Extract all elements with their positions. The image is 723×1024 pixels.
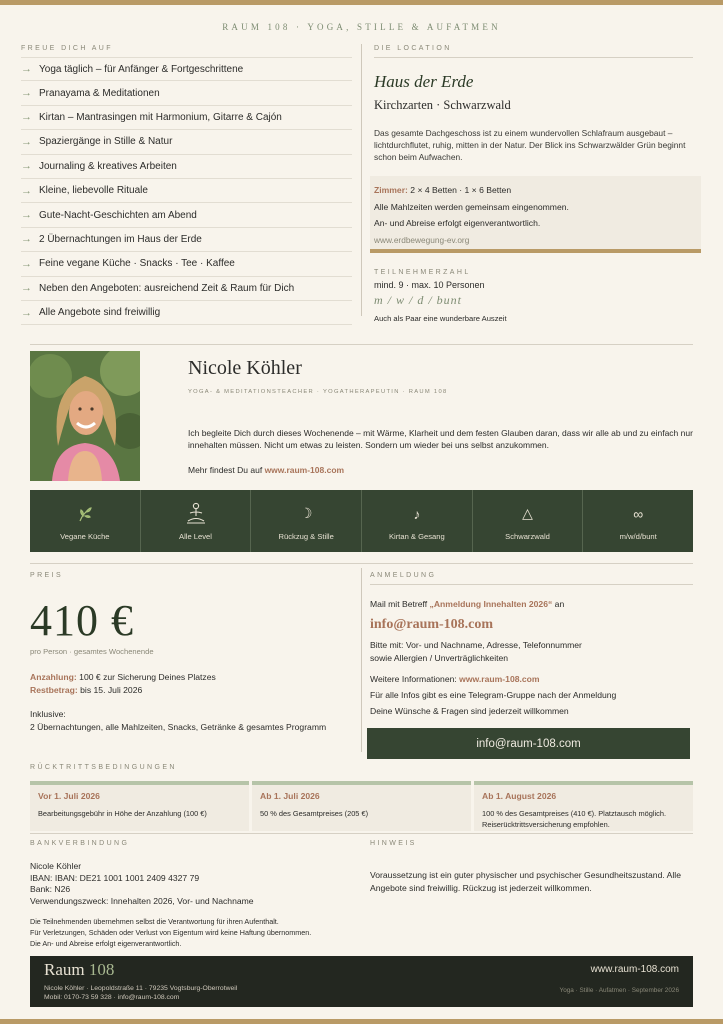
arrow-right-icon: → xyxy=(21,306,32,319)
cancellation-date: Vor 1. Juli 2026 xyxy=(38,791,100,801)
more-info xyxy=(370,671,693,719)
deposit-line xyxy=(30,671,350,684)
registration-label: ANMELDUNG xyxy=(370,572,437,579)
bank-reference: Verwendungszweck: Innehalten 2026, Vor- und Nachname xyxy=(30,895,254,906)
footer-address-block xyxy=(44,984,237,1002)
rooms-label: Zimmer: xyxy=(374,185,408,195)
list-item xyxy=(21,106,352,130)
location-website-link[interactable]: www.erdbewegung-ev.org xyxy=(374,234,470,245)
inclusive-label: Inklusive: xyxy=(30,709,66,719)
feature-item xyxy=(251,490,362,552)
profile-tagline: YOGA- & MEDITATIONSTEACHER · YOGATHERAPEUTIN · RAUM 108 xyxy=(188,389,448,395)
list-item-label: Spaziergänge in Stille & Natur xyxy=(39,136,173,148)
infinity-icon: ∞ xyxy=(633,505,644,522)
balance-value: bis 15. Juli 2026 xyxy=(80,684,143,695)
bank-iban: IBAN: IBAN: DE21 1001 1001 2409 4327 79 xyxy=(30,872,200,883)
travel-info: An- und Abreise erfolgt eigenverantwortlich. xyxy=(374,218,541,228)
participants-count: mind. 9 · max. 10 Personen xyxy=(374,280,485,290)
list-item-label: Kirtan – Mantrasingen mit Harmonium, Gitarre & Cajón xyxy=(39,111,282,123)
cancellation-date: Ab 1. August 2026 xyxy=(482,791,557,801)
deposit-label: Anzahlung: xyxy=(30,672,77,682)
disclaimer-line3: Die An- und Abreise erfolgt eigenverantwortlich. xyxy=(30,939,182,948)
cancellation-column xyxy=(30,781,249,831)
divider xyxy=(30,833,693,834)
list-item xyxy=(21,81,352,105)
participants-note: Auch als Paar eine wunderbare Auszeit xyxy=(374,314,507,323)
footer-brand xyxy=(44,960,114,980)
registration-section xyxy=(370,572,693,759)
list-item-label: Journaling & kreatives Arbeiten xyxy=(39,160,177,172)
price-amount: 410 € xyxy=(30,596,134,645)
divider xyxy=(30,563,693,564)
profile-more-prefix: Mehr findest Du auf xyxy=(188,465,263,475)
bank-name: Bank: N26 xyxy=(30,884,71,894)
feature-label: Rückzug & Stille xyxy=(278,531,334,541)
inclusive-info xyxy=(30,708,350,733)
moon-icon: ☽ xyxy=(299,505,313,521)
meditation-icon xyxy=(185,502,207,526)
bank-details xyxy=(30,861,360,907)
feature-bar xyxy=(30,490,693,552)
location-name: Haus der Erde xyxy=(374,72,474,91)
location-description: Das gesamte Dachgeschoss ist zu einem wundervollen Schlafraum ausgebaut – lichtdurchflutet, ruhig, mitten in der Natur. Der Blick ins Schwarzwälder Grün beginnt schon beim Aufwachen. xyxy=(374,128,686,162)
list-item-label: Feine vegane Küche · Snacks · Tee · Kaffee xyxy=(39,258,235,270)
bottom-accent-bar xyxy=(0,1019,723,1024)
list-item xyxy=(21,252,352,276)
list-item xyxy=(21,228,352,252)
cancellation-terms: Bearbeitungsgebühr in Höhe der Anzahlung (100 €) xyxy=(38,809,207,818)
feature-label: Schwarzwald xyxy=(505,531,550,541)
arrow-right-icon: → xyxy=(21,209,32,222)
feature-label: m/w/d/bunt xyxy=(619,531,657,541)
disclaimer-line1: Die Teilnehmenden übernehmen selbst die Verantwortung für ihren Aufenthalt. xyxy=(30,917,279,926)
activities-label: FREUE DICH AUF xyxy=(21,45,113,52)
arrow-right-icon: → xyxy=(21,63,32,76)
brand-number: 108 xyxy=(88,960,115,979)
feature-item xyxy=(473,490,584,552)
balance-label: Restbetrag: xyxy=(30,684,78,695)
mail-suffix: an xyxy=(554,599,565,609)
more-info-link[interactable]: www.raum-108.com xyxy=(459,674,540,684)
cancellation-section xyxy=(30,764,693,831)
footer-tagline: Yoga · Stille · Aufatmen · September 2026 xyxy=(559,987,679,994)
location-label: DIE LOCATION xyxy=(374,45,452,52)
divider xyxy=(374,57,693,58)
disclaimer-line2: Für Verletzungen, Schäden oder Verlust von Eigentum wird keine Haftung übernommen. xyxy=(30,928,312,937)
arrow-right-icon: → xyxy=(21,135,32,148)
feature-label: Kirtan & Gesang xyxy=(388,531,445,541)
arrow-right-icon: → xyxy=(21,160,32,173)
list-item-label: Neben den Angeboten: ausreichend Zeit & Raum für Dich xyxy=(39,282,295,294)
list-item xyxy=(21,130,352,154)
cancellation-columns xyxy=(30,781,693,831)
participants-label: TEILNEHMERZAHL xyxy=(374,269,471,276)
mail-subject: „Anmeldung Innehalten 2026“ xyxy=(429,599,553,609)
list-item-label: Kleine, liebevolle Rituale xyxy=(39,185,148,197)
feature-item xyxy=(362,490,473,552)
cancellation-terms: 50 % des Gesamtpreises (205 €) xyxy=(260,809,369,818)
balance-line xyxy=(30,684,350,697)
inclusive-value: 2 Übernachtungen, alle Mahlzeiten, Snacks, Getränke & gesamtes Programm xyxy=(30,721,327,732)
notice-text: Voraussetzung ist ein guter physischer und psychischer Gesundheitszustand. Alle Angebote sind freiwillig. Rückzug ist jederzeit willkommen. xyxy=(370,870,681,893)
cancellation-column xyxy=(252,781,471,831)
cancellation-label: RÜCKTRITTSBEDINGUNGEN xyxy=(30,764,177,771)
telegram-info: Für alle Infos gibt es eine Telegram-Gruppe nach der Anmeldung xyxy=(370,690,617,700)
list-item-label: Pranayama & Meditationen xyxy=(39,87,160,99)
participants-section xyxy=(374,269,705,323)
arrow-right-icon: → xyxy=(21,87,32,100)
rooms-info xyxy=(374,182,701,199)
profile-name: Nicole Köhler xyxy=(188,357,302,379)
vertical-divider xyxy=(361,44,362,316)
required-info xyxy=(370,639,693,665)
music-note-icon: ♪ xyxy=(413,505,421,522)
triangle-icon: △ xyxy=(522,505,533,521)
divider xyxy=(370,584,693,585)
arrow-right-icon: → xyxy=(21,233,32,246)
list-item-label: 2 Übernachtungen im Haus der Erde xyxy=(39,233,202,245)
bank-label: BANKVERBINDUNG xyxy=(30,840,130,847)
registration-email-link[interactable]: info@raum-108.com xyxy=(370,617,494,632)
profile-photo xyxy=(30,351,140,481)
feature-item xyxy=(141,490,252,552)
top-accent-bar xyxy=(0,0,723,5)
list-item xyxy=(21,179,352,203)
location-section xyxy=(374,45,705,253)
list-item xyxy=(21,277,352,301)
cancellation-date: Ab 1. Juli 2026 xyxy=(260,791,320,801)
deposit-value: 100 € zur Sicherung Deines Platzes xyxy=(79,672,216,682)
disclaimer xyxy=(30,916,360,949)
mail-prefix: Mail mit Betreff xyxy=(370,599,428,609)
participants-gender: m / w / d / bunt xyxy=(374,293,463,307)
price-per: pro Person · gesamtes Wochenende xyxy=(30,647,154,656)
list-item xyxy=(21,203,352,227)
cancellation-column xyxy=(474,781,693,831)
leaf-icon xyxy=(77,502,93,526)
feature-item xyxy=(583,490,693,552)
bank-section xyxy=(30,840,360,949)
feature-label: Vegane Küche xyxy=(60,531,110,541)
more-info-line xyxy=(370,671,693,687)
feature-item xyxy=(30,490,141,552)
divider xyxy=(30,344,693,345)
payment-terms xyxy=(30,671,350,696)
footer-contact: Mobil: 0170-73 59 328 · info@raum-108.com xyxy=(44,994,180,1001)
arrow-right-icon: → xyxy=(21,111,32,124)
arrow-right-icon: → xyxy=(21,184,32,197)
more-info-prefix: Weitere Informationen: xyxy=(370,674,457,684)
location-details xyxy=(370,176,701,253)
profile-website-link[interactable]: www.raum-108.com xyxy=(264,465,345,475)
brand-word: Raum xyxy=(44,960,85,979)
meals-info: Alle Mahlzeiten werden gemeinsam eingenommen. xyxy=(374,201,569,212)
arrow-right-icon: → xyxy=(21,282,32,295)
cancellation-terms: 100 % des Gesamtpreises (410 €). Platztausch möglich. Reiserücktrittsversicherung empfohlen. xyxy=(482,809,667,829)
list-item xyxy=(21,155,352,179)
page-header: RAUM 108 · YOGA, STILLE & AUFATMEN xyxy=(222,22,501,32)
footer-address: Nicole Köhler · Leopoldstraße 11 · 79235 Vogtsburg-Oberrotweil xyxy=(44,985,238,992)
notice-label: HINWEIS xyxy=(370,840,417,847)
list-item-label: Yoga täglich – für Anfänger & Fortgeschrittene xyxy=(39,63,244,75)
price-label: PREIS xyxy=(30,572,64,579)
bank-holder: Nicole Köhler xyxy=(30,861,82,871)
profile-more xyxy=(188,465,344,475)
required-info-line1: Bitte mit: Vor- und Nachname, Adresse, Telefonnummer xyxy=(370,640,582,650)
price-section xyxy=(30,572,350,733)
location-place: Kirchzarten · Schwarzwald xyxy=(374,98,511,112)
activities-list xyxy=(21,57,352,325)
footer xyxy=(30,956,693,1007)
notice-section xyxy=(370,840,693,895)
mail-instruction xyxy=(370,599,693,609)
required-info-line2: sowie Allergien / Unverträglichkeiten xyxy=(370,653,509,663)
feature-label: Alle Level xyxy=(179,531,212,541)
rooms-value: 2 × 4 Betten · 1 × 6 Betten xyxy=(410,185,512,195)
list-item xyxy=(21,57,352,81)
list-item xyxy=(21,301,352,325)
footer-website-link[interactable]: www.raum-108.com xyxy=(590,964,679,975)
profile-bio: Ich begleite Dich durch dieses Wochenende – mit Wärme, Klarheit und dem festen Glauben daran, dass wir alle ab und zu einfach nur innehalten müssen. Nicht um etwas zu leisten. Sondern um wieder bei uns selbst anzukommen. xyxy=(188,428,693,450)
arrow-right-icon: → xyxy=(21,257,32,270)
activities-section xyxy=(21,45,352,325)
list-item-label: Gute-Nacht-Geschichten am Abend xyxy=(39,209,197,221)
email-button[interactable]: info@raum-108.com xyxy=(367,728,690,759)
vertical-divider xyxy=(361,568,362,752)
questions-info: Deine Wünsche & Fragen sind jederzeit willkommen xyxy=(370,706,569,716)
list-item-label: Alle Angebote sind freiwillig xyxy=(39,307,161,319)
